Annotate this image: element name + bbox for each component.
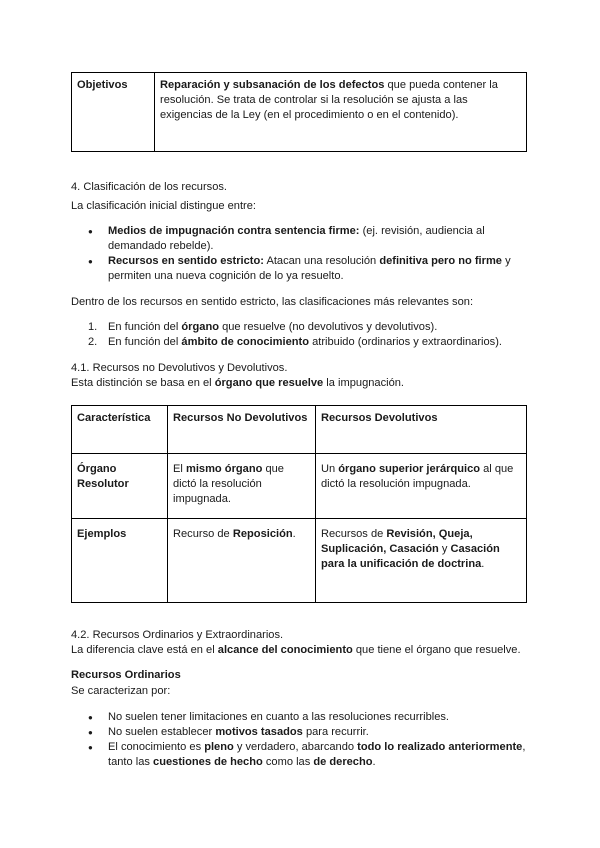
table-cell: Órgano Resolutor	[72, 454, 168, 519]
section-heading-4: 4. Clasificación de los recursos.	[71, 181, 227, 193]
section-4-1-intro: Esta distinción se basa en el órgano que resuelve la impugnación.	[71, 377, 405, 389]
devolutivos-table	[71, 405, 527, 603]
objetivos-table	[71, 72, 527, 152]
subheading-intro: Se caracterizan por:	[71, 685, 171, 697]
list-item: ● El conocimiento es pleno y verdadero, abarcando todo lo realizado anteriormente, tanto las cuestiones de hecho como las de derecho.	[71, 740, 541, 770]
table-cell: Recursos de Revisión, Queja, Suplicación, Casación y Casación para la unificación de doctrina.	[316, 519, 527, 603]
section-heading-4-1: 4.1. Recursos no Devolutivos y Devolutivos.	[71, 362, 288, 374]
table-row	[72, 73, 527, 152]
table-header-cell: Recursos No Devolutivos	[168, 406, 316, 454]
list-item: ● Medios de impugnación contra sentencia firme: (ej. revisión, audiencia al demandado rebelde).	[71, 224, 521, 254]
ordinarios-bullet-list	[71, 710, 541, 770]
subheading-recursos-ordinarios: Recursos Ordinarios	[71, 669, 181, 681]
list-item: 2. En función del ámbito de conocimiento atribuido (ordinarios y extraordinarios).	[88, 336, 502, 348]
table-cell: Ejemplos	[72, 519, 168, 603]
list-item: ● No suelen tener limitaciones en cuanto a las resoluciones recurribles.	[71, 710, 541, 725]
table-header-cell: Recursos Devolutivos	[316, 406, 527, 454]
table-row	[72, 519, 527, 603]
section-intro-2: Dentro de los recursos en sentido estricto, las clasificaciones más relevantes son:	[71, 296, 474, 308]
section-intro: La clasificación inicial distingue entre:	[71, 200, 256, 212]
classification-numbered-list	[71, 320, 541, 350]
section-heading-4-2: 4.2. Recursos Ordinarios y Extraordinarios.	[71, 629, 284, 641]
table-cell: El mismo órgano que dictó la resolución impugnada.	[168, 454, 316, 519]
table-row	[72, 454, 527, 519]
list-item: ● No suelen establecer motivos tasados para recurrir.	[71, 725, 541, 740]
table-cell: Recurso de Reposición.	[168, 519, 316, 603]
list-item: 1. En función del órgano que resuelve (no devolutivos y devolutivos).	[88, 321, 438, 333]
table-cell-label: Objetivos	[72, 73, 155, 152]
table-header-cell: Característica	[72, 406, 168, 454]
classification-bullet-list	[71, 224, 521, 284]
table-header-row	[72, 406, 527, 454]
table-cell: Un órgano superior jerárquico al que dictó la resolución impugnada.	[316, 454, 527, 519]
table-cell-content: Reparación y subsanación de los defectos que pueda contener la resolución. Se trata de controlar si la resolución se ajusta a las exigencias de la Ley (en el procedimiento o en el contenido).	[155, 73, 527, 152]
section-4-2-intro: La diferencia clave está en el alcance del conocimiento que tiene el órgano que resuelve.	[71, 644, 521, 656]
list-item: ● Recursos en sentido estricto: Atacan una resolución definitiva pero no firme y permiten una nueva cognición de lo ya resuelto.	[71, 254, 521, 284]
